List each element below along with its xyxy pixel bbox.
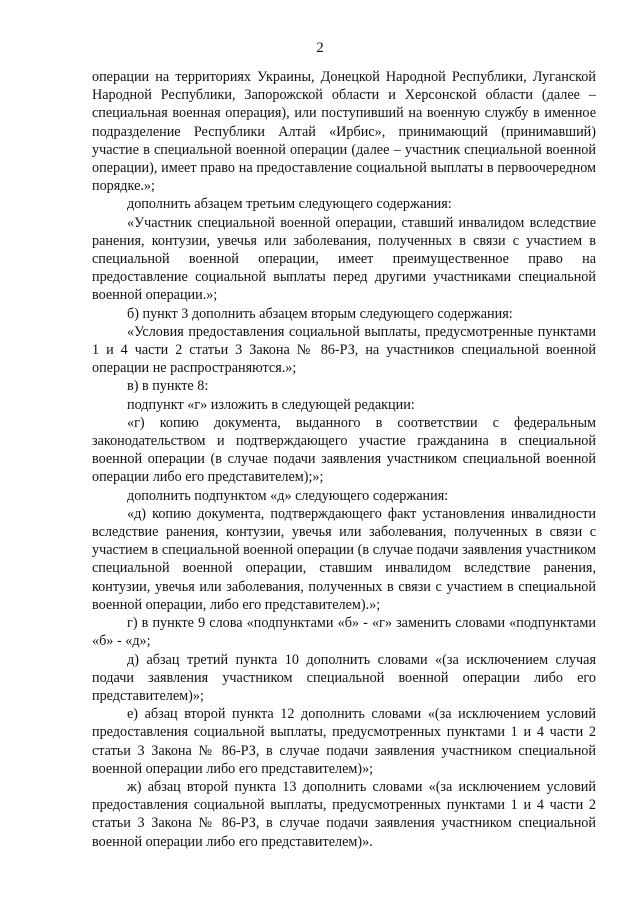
- paragraph: дополнить подпунктом «д» следующего содержания:: [127, 487, 449, 504]
- paragraph: подпункт «г» изложить в следующей редакции:: [127, 396, 415, 413]
- paragraph: «г) копию документа, выданного в соответствии с федеральным законодательством и подтверждающего участие гражданина в специальной военной операции (в случае подачи заявления участником специальной военной операции либо его представителем);»;: [92, 414, 596, 486]
- paragraph: е) абзац второй пункта 12 дополнить словами «(за исключением условий предоставления социальной выплаты, предусмотренных пунктами 1 и 4 части 2 статьи 3 Закона № 86-РЗ, в случае подачи заявления участником специальной военной операции либо его представителем)»;: [92, 706, 596, 777]
- paragraph: д) абзац третий пункта 10 дополнить словами «(за исключением случая подачи заявления участником специальной военной операции либо его представителем)»;: [92, 651, 596, 704]
- page-number: 2: [316, 40, 324, 56]
- paragraph: «д) копию документа, подтверждающего факт установления инвалидности вследствие ранения, контузии, увечья или заболевания, полученных в связи с участием в специальной военной операции (в случае подачи заявления участником специальной военной операции, ставшим инвалидом вследствие ранения, контузии, увечья или заболевания, полученных в связи с участием в специальной военной операции, либо его представителем).»;: [92, 505, 596, 613]
- paragraph: операции на территориях Украины, Донецкой Народной Республики, Луганской Народной Республики, Запорожской области и Херсонской области (далее – специальная военная операция), или поступивший на военную службу в именное подразделение Республики Алтай «Ирбис», принимающий (принимавший) участие в специальной военной операции (далее – участник специальной военной операции), имеет право на предоставление социальной выплаты в первоочередном порядке.»;: [92, 69, 596, 195]
- paragraph: «Участник специальной военной операции, ставший инвалидом вследствие ранения, контузии, увечья или заболевания, полученных в связи с участием в специальной военной операции, имеет преимущественное право на предоставление социальной выплаты перед другими участниками специальной военной операции.»;: [92, 214, 596, 304]
- paragraph: б) пункт 3 дополнить абзацем вторым следующего содержания:: [127, 305, 513, 322]
- paragraph: «Условия предоставления социальной выплаты, предусмотренные пунктами 1 и 4 части 2 статьи 3 Закона № 86-РЗ, на участников специальной военной операции не распространяются.»;: [92, 323, 596, 377]
- paragraph: г) в пункте 9 слова «подпунктами «б» - «г» заменить словами «подпунктами «б» - «д»;: [92, 615, 596, 650]
- paragraph: в) в пункте 8:: [127, 378, 209, 395]
- paragraph: дополнить абзацем третьим следующего содержания:: [127, 196, 452, 213]
- paragraph: ж) абзац второй пункта 13 дополнить словами «(за исключением условий предоставления социальной выплаты, предусмотренных пунктами 1 и 4 части 2 статьи 3 Закона № 86-РЗ, в случае подачи заявления участником специальной военной операции либо его представителем)».: [92, 778, 596, 850]
- document-body: [92, 68, 596, 851]
